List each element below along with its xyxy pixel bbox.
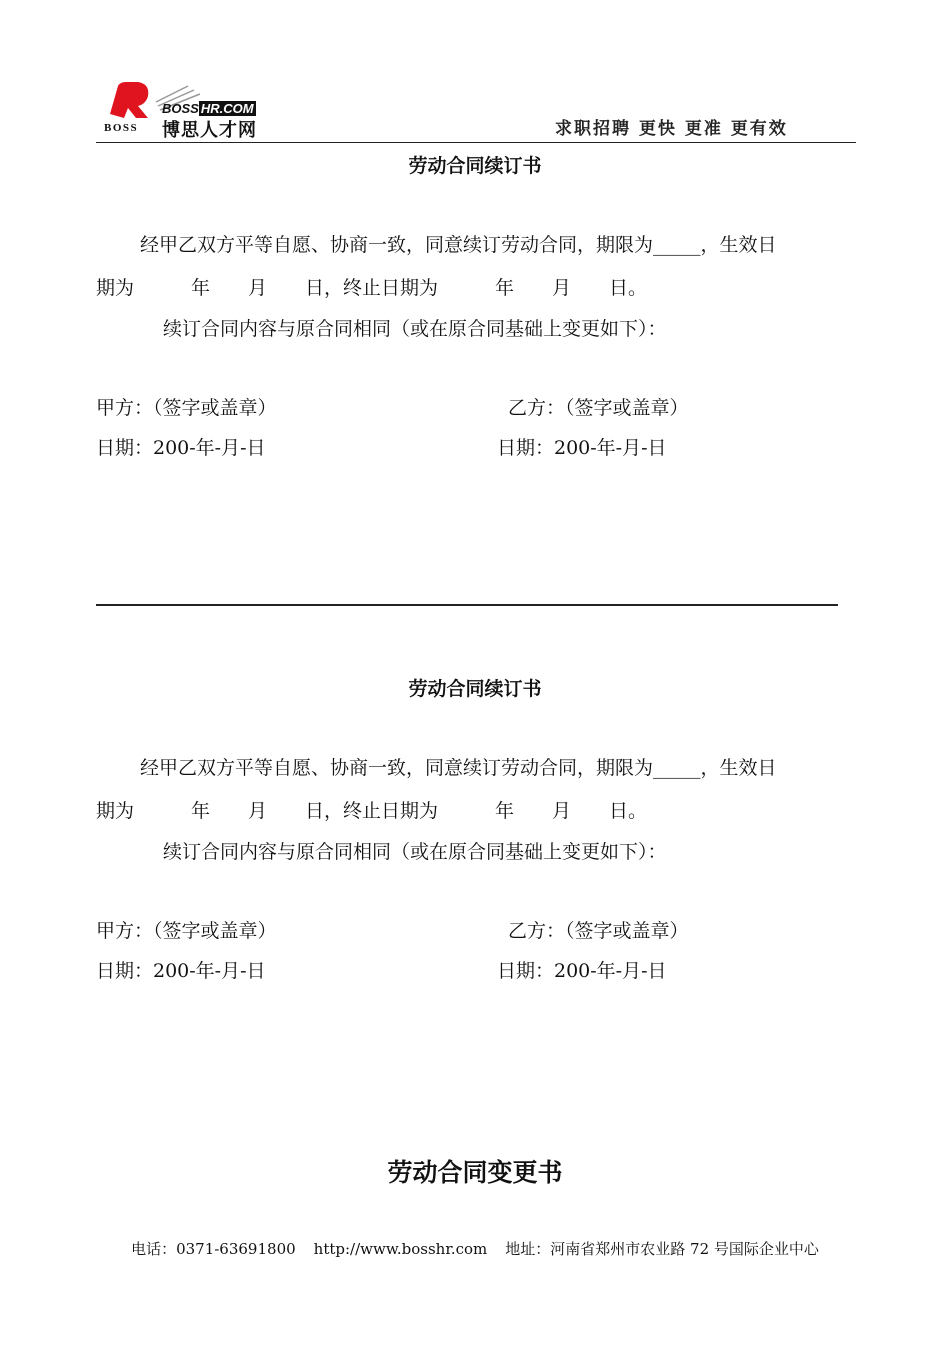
section-1-party-b: 乙方：（签字或盖章） xyxy=(508,397,689,419)
logo-cn-name: 博思人才网 xyxy=(162,120,257,141)
section-2-party-b: 乙方：（签字或盖章） xyxy=(508,920,689,942)
section-2-line-2: 期为 年 月 日，终止日期为 年 月 日。 xyxy=(96,800,648,822)
footer-url[interactable]: http://www.bosshr.com xyxy=(313,1240,488,1258)
section-2-date-a: 日期：200-年-月-日 xyxy=(96,960,266,982)
section-2-title: 劳动合同续订书 xyxy=(408,678,542,700)
section-1-date-b: 日期：200-年-月-日 xyxy=(497,437,667,459)
section-2-date-b: 日期：200-年-月-日 xyxy=(497,960,667,982)
section-2-line-3: 续订合同内容与原合同相同（或在原合同基础上变更如下）： xyxy=(163,841,667,863)
section-1-line-1: 经甲乙双方平等自愿、协商一致，同意续订劳动合同，期限为_____，生效日 xyxy=(140,234,777,256)
section-1-line-3: 续订合同内容与原合同相同（或在原合同基础上变更如下）： xyxy=(163,318,667,340)
logo-boss-text: BOSS xyxy=(104,122,139,134)
cut-line-divider xyxy=(96,604,838,606)
logo-bosshr-text: BOSS HR.COM xyxy=(162,101,254,116)
page-footer xyxy=(0,1238,950,1259)
section-2-line-1: 经甲乙双方平等自愿、协商一致，同意续订劳动合同，期限为_____，生效日 xyxy=(140,757,777,779)
section-1-date-a: 日期：200-年-月-日 xyxy=(96,437,266,459)
change-contract-title: 劳动合同变更书 xyxy=(387,1158,563,1187)
section-1-line-2: 期为 年 月 日，终止日期为 年 月 日。 xyxy=(96,277,648,299)
header-slogan: 求职招聘 更快 更准 更有效 xyxy=(555,119,788,139)
footer-address: 地址：河南省郑州市农业路 72 号国际企业中心 xyxy=(505,1240,819,1258)
footer-phone: 电话：0371-63691800 xyxy=(131,1240,296,1258)
section-2-party-a: 甲方：（签字或盖章） xyxy=(96,920,277,942)
section-1-party-a: 甲方：（签字或盖章） xyxy=(96,397,277,419)
header-divider xyxy=(96,142,856,143)
section-1-title: 劳动合同续订书 xyxy=(408,155,542,177)
